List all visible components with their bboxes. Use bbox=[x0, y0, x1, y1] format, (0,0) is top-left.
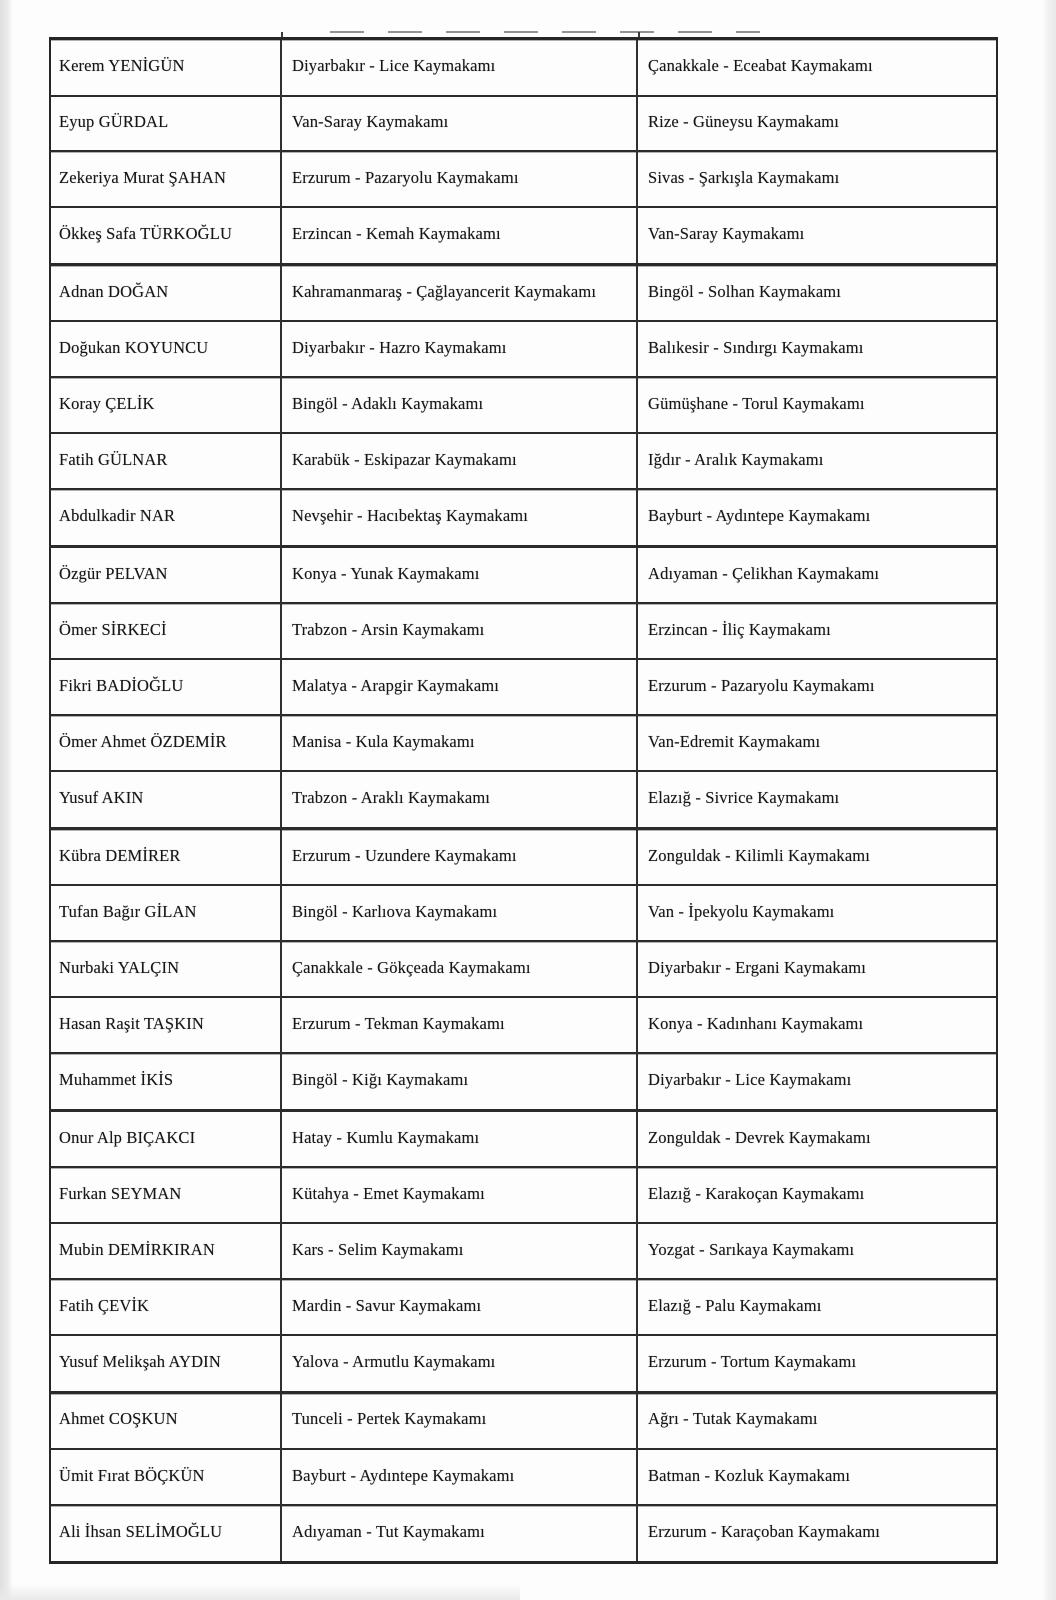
table-row bbox=[50, 771, 997, 828]
new-post-cell: Elazığ - Karakoçan Kaymakamı bbox=[637, 1167, 997, 1223]
official-name-cell: Fatih GÜLNAR bbox=[50, 433, 281, 489]
new-post-cell: Diyarbakır - Lice Kaymakamı bbox=[637, 1053, 997, 1110]
current-post-cell: Van-Saray Kaymakamı bbox=[281, 96, 637, 152]
table-row bbox=[50, 1392, 997, 1449]
new-post-cell: Gümüşhane - Torul Kaymakamı bbox=[637, 377, 997, 433]
current-post-cell: Erzurum - Tekman Kaymakamı bbox=[281, 997, 637, 1053]
table-row bbox=[50, 1167, 997, 1223]
table-row bbox=[50, 828, 997, 885]
official-name-cell: Yusuf Melikşah AYDIN bbox=[50, 1335, 281, 1392]
new-post-cell: Batman - Kozluk Kaymakamı bbox=[637, 1449, 997, 1505]
table-row bbox=[50, 39, 997, 96]
new-post-cell: Zonguldak - Devrek Kaymakamı bbox=[637, 1110, 997, 1167]
new-post-cell: Elazığ - Palu Kaymakamı bbox=[637, 1279, 997, 1335]
table-row bbox=[50, 546, 997, 603]
current-post-cell: Malatya - Arapgir Kaymakamı bbox=[281, 659, 637, 715]
official-name-cell: Onur Alp BIÇAKCI bbox=[50, 1110, 281, 1167]
new-post-cell: Van - İpekyolu Kaymakamı bbox=[637, 885, 997, 941]
current-post-cell: Diyarbakır - Lice Kaymakamı bbox=[281, 39, 637, 96]
current-post-cell: Bayburt - Aydıntepe Kaymakamı bbox=[281, 1449, 637, 1505]
new-post-cell: Van-Saray Kaymakamı bbox=[637, 207, 997, 264]
new-post-cell: Rize - Güneysu Kaymakamı bbox=[637, 96, 997, 152]
current-post-cell: Manisa - Kula Kaymakamı bbox=[281, 715, 637, 771]
current-post-cell: Yalova - Armutlu Kaymakamı bbox=[281, 1335, 637, 1392]
table-row bbox=[50, 1505, 997, 1562]
page-edge-shadow-left bbox=[0, 0, 13, 1600]
official-name-cell: Özgür PELVAN bbox=[50, 546, 281, 603]
new-post-cell: Erzurum - Tortum Kaymakamı bbox=[637, 1335, 997, 1392]
current-post-cell: Kars - Selim Kaymakamı bbox=[281, 1223, 637, 1279]
table-row bbox=[50, 941, 997, 997]
current-post-cell: Mardin - Savur Kaymakamı bbox=[281, 1279, 637, 1335]
new-post-cell: Yozgat - Sarıkaya Kaymakamı bbox=[637, 1223, 997, 1279]
page-edge-shadow-bottom bbox=[0, 1584, 520, 1600]
official-name-cell: Yusuf AKIN bbox=[50, 771, 281, 828]
new-post-cell: Iğdır - Aralık Kaymakamı bbox=[637, 433, 997, 489]
current-post-cell: Konya - Yunak Kaymakamı bbox=[281, 546, 637, 603]
scan-artifact-line bbox=[330, 31, 760, 33]
table-row bbox=[50, 997, 997, 1053]
table-row bbox=[50, 603, 997, 659]
new-post-cell: Konya - Kadınhanı Kaymakamı bbox=[637, 997, 997, 1053]
new-post-cell: Erzincan - İliç Kaymakamı bbox=[637, 603, 997, 659]
current-post-cell: Bingöl - Kiğı Kaymakamı bbox=[281, 1053, 637, 1110]
new-post-cell: Çanakkale - Eceabat Kaymakamı bbox=[637, 39, 997, 96]
new-post-cell: Zonguldak - Kilimli Kaymakamı bbox=[637, 828, 997, 885]
table-row bbox=[50, 264, 997, 321]
official-name-cell: Hasan Raşit TAŞKIN bbox=[50, 997, 281, 1053]
appointments-table bbox=[49, 37, 996, 1564]
new-post-cell: Bingöl - Solhan Kaymakamı bbox=[637, 264, 997, 321]
official-name-cell: Adnan DOĞAN bbox=[50, 264, 281, 321]
new-post-cell: Balıkesir - Sındırgı Kaymakamı bbox=[637, 321, 997, 377]
official-name-cell: Kerem YENİGÜN bbox=[50, 39, 281, 96]
official-name-cell: Ömer Ahmet ÖZDEMİR bbox=[50, 715, 281, 771]
table-row bbox=[50, 1110, 997, 1167]
table-row bbox=[50, 885, 997, 941]
official-name-cell: Fatih ÇEVİK bbox=[50, 1279, 281, 1335]
current-post-cell: Tunceli - Pertek Kaymakamı bbox=[281, 1392, 637, 1449]
table-row bbox=[50, 96, 997, 152]
official-name-cell: Zekeriya Murat ŞAHAN bbox=[50, 151, 281, 207]
new-post-cell: Adıyaman - Çelikhan Kaymakamı bbox=[637, 546, 997, 603]
new-post-cell: Erzurum - Karaçoban Kaymakamı bbox=[637, 1505, 997, 1562]
current-post-cell: Hatay - Kumlu Kaymakamı bbox=[281, 1110, 637, 1167]
current-post-cell: Diyarbakır - Hazro Kaymakamı bbox=[281, 321, 637, 377]
current-post-cell: Çanakkale - Gökçeada Kaymakamı bbox=[281, 941, 637, 997]
official-name-cell: Kübra DEMİRER bbox=[50, 828, 281, 885]
current-post-cell: Karabük - Eskipazar Kaymakamı bbox=[281, 433, 637, 489]
table-row bbox=[50, 1449, 997, 1505]
official-name-cell: Mubin DEMİRKIRAN bbox=[50, 1223, 281, 1279]
new-post-cell: Bayburt - Aydıntepe Kaymakamı bbox=[637, 489, 997, 546]
current-post-cell: Kütahya - Emet Kaymakamı bbox=[281, 1167, 637, 1223]
official-name-cell: Doğukan KOYUNCU bbox=[50, 321, 281, 377]
current-post-cell: Bingöl - Adaklı Kaymakamı bbox=[281, 377, 637, 433]
current-post-cell: Nevşehir - Hacıbektaş Kaymakamı bbox=[281, 489, 637, 546]
current-post-cell: Erzurum - Pazaryolu Kaymakamı bbox=[281, 151, 637, 207]
table-row bbox=[50, 1223, 997, 1279]
current-post-cell: Trabzon - Araklı Kaymakamı bbox=[281, 771, 637, 828]
table-row bbox=[50, 207, 997, 264]
table-row bbox=[50, 151, 997, 207]
official-name-cell: Furkan SEYMAN bbox=[50, 1167, 281, 1223]
current-post-cell: Bingöl - Karlıova Kaymakamı bbox=[281, 885, 637, 941]
official-name-cell: Muhammet İKİS bbox=[50, 1053, 281, 1110]
official-name-cell: Tufan Bağır GİLAN bbox=[50, 885, 281, 941]
table-row bbox=[50, 1279, 997, 1335]
new-post-cell: Diyarbakır - Ergani Kaymakamı bbox=[637, 941, 997, 997]
table-row bbox=[50, 715, 997, 771]
current-post-cell: Trabzon - Arsin Kaymakamı bbox=[281, 603, 637, 659]
table-row bbox=[50, 1053, 997, 1110]
new-post-cell: Sivas - Şarkışla Kaymakamı bbox=[637, 151, 997, 207]
new-post-cell: Van-Edremit Kaymakamı bbox=[637, 715, 997, 771]
official-name-cell: Ali İhsan SELİMOĞLU bbox=[50, 1505, 281, 1562]
current-post-cell: Erzurum - Uzundere Kaymakamı bbox=[281, 828, 637, 885]
official-name-cell: Ökkeş Safa TÜRKOĞLU bbox=[50, 207, 281, 264]
current-post-cell: Erzincan - Kemah Kaymakamı bbox=[281, 207, 637, 264]
current-post-cell: Kahramanmaraş - Çağlayancerit Kaymakamı bbox=[281, 264, 637, 321]
table-row bbox=[50, 1335, 997, 1392]
official-name-cell: Ömer SİRKECİ bbox=[50, 603, 281, 659]
table-row bbox=[50, 377, 997, 433]
page-edge-shadow-right bbox=[1042, 0, 1056, 1600]
official-name-cell: Ümit Fırat BÖÇKÜN bbox=[50, 1449, 281, 1505]
official-name-cell: Fikri BADİOĞLU bbox=[50, 659, 281, 715]
table-row bbox=[50, 659, 997, 715]
official-name-cell: Abdulkadir NAR bbox=[50, 489, 281, 546]
appointments-table-grid bbox=[49, 37, 998, 1564]
current-post-cell: Adıyaman - Tut Kaymakamı bbox=[281, 1505, 637, 1562]
new-post-cell: Ağrı - Tutak Kaymakamı bbox=[637, 1392, 997, 1449]
table-row bbox=[50, 489, 997, 546]
official-name-cell: Nurbaki YALÇIN bbox=[50, 941, 281, 997]
official-name-cell: Eyup GÜRDAL bbox=[50, 96, 281, 152]
table-row bbox=[50, 433, 997, 489]
official-name-cell: Koray ÇELİK bbox=[50, 377, 281, 433]
new-post-cell: Erzurum - Pazaryolu Kaymakamı bbox=[637, 659, 997, 715]
table-row bbox=[50, 321, 997, 377]
official-name-cell: Ahmet COŞKUN bbox=[50, 1392, 281, 1449]
new-post-cell: Elazığ - Sivrice Kaymakamı bbox=[637, 771, 997, 828]
